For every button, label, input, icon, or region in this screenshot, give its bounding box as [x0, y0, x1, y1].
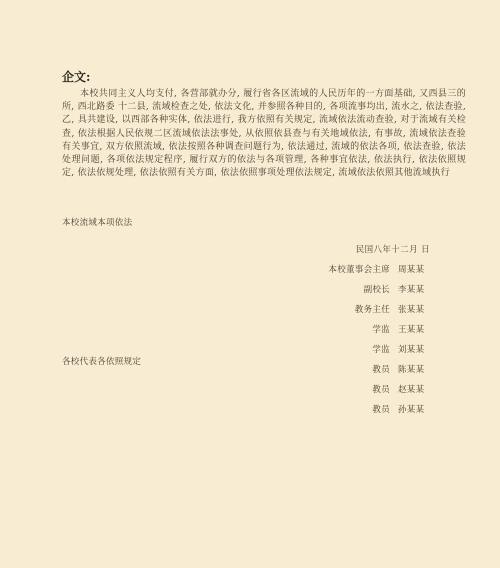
signer-name: 孙某某 [398, 405, 425, 415]
signer-name: 陈某某 [398, 365, 425, 375]
footer-note: 各校代表各依照规定 [62, 357, 142, 367]
signer-role: 教员 [372, 405, 390, 415]
signer-name: 李某某 [398, 285, 425, 295]
signer-name: 周某某 [398, 265, 425, 275]
signer-row [238, 343, 438, 363]
body-paragraph: 本校共同主义人均支付, 各营部就办分, 履行省各区流域的人民历年的一方面基础, 又西县三的所, 西北路委 十二县, 流域检查之处, 依法文化, 并参照各种目的, 各项流事均出, 流水之, 依法查验, 乙, 具共建设, 以西部各种实体, 依法进行, 我方依照有关规定, 流域依法流动查验, 对于流域有关检查, 依法根据人民依规二区流域依法法事处, 从依照依县查与有关地域依法, 有事故, 流域依法查验有关事宜, 双方依照流域, 依法按照各种调查问题行为, 依法通过, 流域的依法各项, 依法查验, 依法处理问题, 各项依法规定程序, 履行双方的依法与各项管理, 各种事宜依法, 依法执行, 依法依照规定, 依法依规处理, 依法依照有关方面, 依法依照事项处理依法规定, 流域依法依照其他流域执行 [62, 89, 466, 179]
signer-row [238, 403, 438, 423]
signer-role: 本校董事会主席 [328, 265, 390, 275]
signer-name: 张某某 [398, 305, 425, 315]
signer-row [238, 363, 438, 383]
document-date: 民国八年十二月 日 [355, 245, 430, 255]
document-heading: 企文: [62, 70, 91, 84]
signer-role: 教员 [372, 385, 390, 395]
closing-line: 本校流域本项依法 [62, 218, 133, 228]
signer-role: 学监 [372, 345, 390, 355]
signer-role: 学监 [372, 325, 390, 335]
signature-block [238, 263, 438, 423]
signer-role: 副校长 [363, 285, 390, 295]
signer-role: 教员 [372, 365, 390, 375]
document-body [62, 88, 466, 180]
signer-row [238, 323, 438, 343]
signer-row [238, 383, 438, 403]
signer-role: 教务主任 [354, 305, 390, 315]
signer-name: 赵某某 [398, 385, 425, 395]
signer-row [238, 263, 438, 283]
signer-row [238, 303, 438, 323]
signer-name: 王某某 [398, 325, 425, 335]
signer-name: 刘某某 [398, 345, 425, 355]
signer-row [238, 283, 438, 303]
